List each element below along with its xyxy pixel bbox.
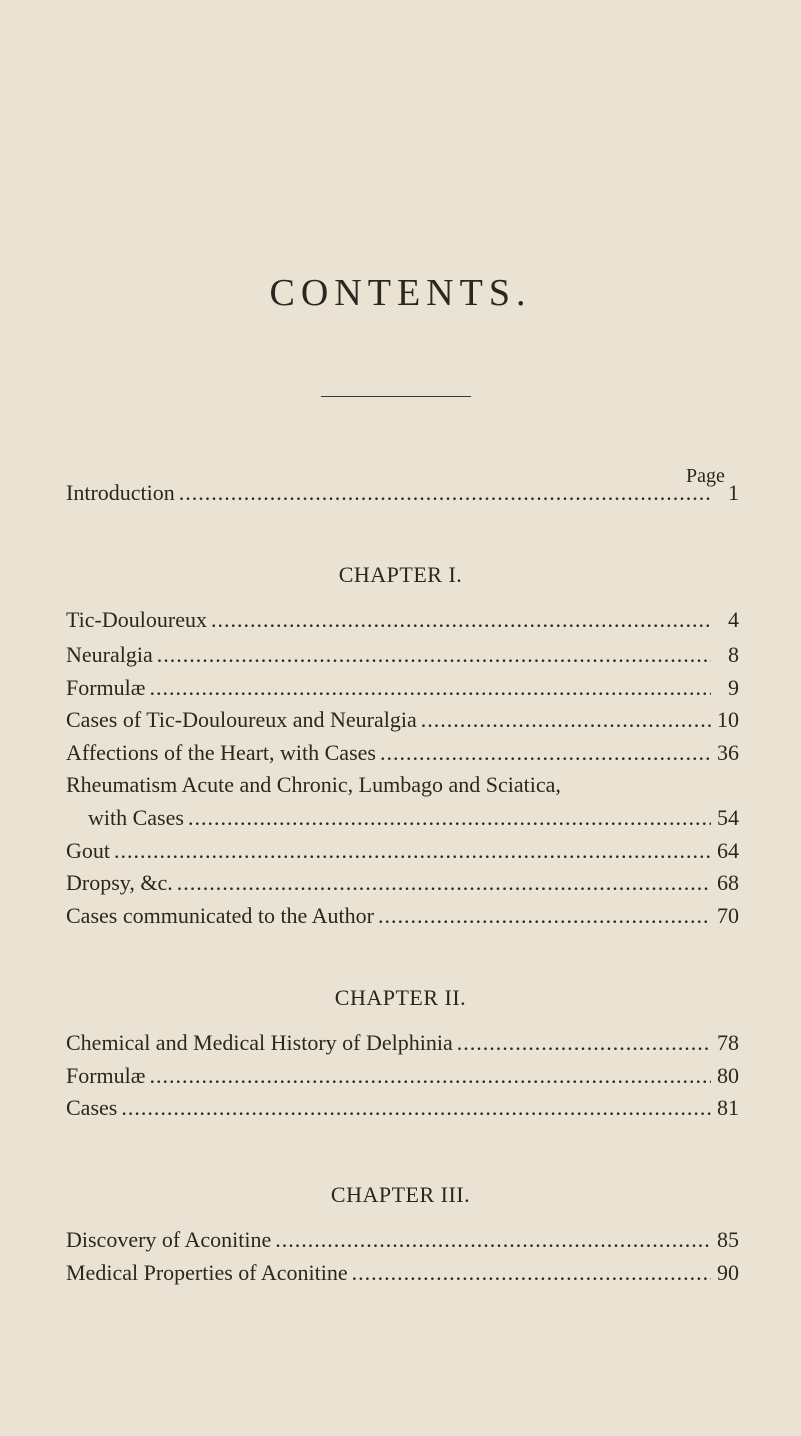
toc-entry-page: 9	[728, 675, 739, 700]
toc-entry	[88, 803, 739, 833]
toc-entry-page: 4	[728, 607, 739, 632]
dot-leader	[149, 1061, 711, 1091]
toc-entry-label: Tic-Douloureux	[66, 607, 207, 632]
toc-entry-label: Gout	[66, 838, 110, 863]
toc-entry-page: 8	[728, 642, 739, 667]
dot-leader	[380, 738, 711, 768]
chapter-heading: CHAPTER III.	[330, 1182, 471, 1207]
toc-entry-page: 36	[717, 740, 739, 765]
dot-leader	[378, 901, 711, 931]
dot-leader	[121, 1093, 711, 1123]
toc-entry	[66, 705, 739, 735]
toc-entry-page: 10	[717, 707, 739, 732]
toc-entry	[66, 1258, 739, 1288]
dot-leader	[179, 478, 711, 508]
dot-leader	[275, 1225, 711, 1255]
toc-entry-page: 85	[717, 1227, 739, 1252]
toc-entry-page: 64	[717, 838, 739, 863]
toc-entry	[66, 836, 739, 866]
toc-entry	[66, 868, 739, 898]
toc-entry-page: 1	[728, 480, 739, 505]
toc-entry-label-continuation: with Cases	[88, 805, 184, 830]
toc-entry	[66, 901, 739, 931]
toc-entry-label: Formulæ	[66, 1063, 146, 1088]
toc-entry	[66, 640, 739, 670]
dot-leader	[421, 705, 711, 735]
toc-entry-label: Neuralgia	[66, 642, 153, 667]
toc-entry-page: 81	[717, 1095, 739, 1120]
toc-entry	[66, 1061, 739, 1091]
toc-entry	[66, 1028, 739, 1058]
toc-entry-page: 78	[717, 1030, 739, 1055]
dot-leader	[114, 836, 711, 866]
toc-entry	[66, 1225, 739, 1255]
dot-leader	[157, 640, 711, 670]
toc-entry	[66, 1093, 739, 1123]
toc-entry-introduction	[66, 478, 739, 508]
toc-entry	[66, 738, 739, 768]
page-column-label: Page	[686, 465, 725, 487]
toc-entry-label: Cases communicated to the Author	[66, 903, 374, 928]
toc-entry-page: 54	[717, 805, 739, 830]
toc-entry-page: 68	[717, 870, 739, 895]
dot-leader	[211, 605, 711, 635]
toc-entry-label: Formulæ	[66, 675, 146, 700]
dot-leader	[188, 803, 711, 833]
page-title: CONTENTS.	[269, 272, 532, 314]
toc-entry-page: 90	[717, 1260, 739, 1285]
toc-entry-label: Discovery of Aconitine	[66, 1227, 272, 1252]
dot-leader	[177, 868, 711, 898]
toc-entry-label: Cases of Tic-Douloureux and Neuralgia	[66, 707, 417, 732]
dot-leader	[457, 1028, 711, 1058]
toc-entry	[66, 605, 739, 635]
toc-entry-label: Rheumatism Acute and Chronic, Lumbago and Sciatica,	[66, 772, 561, 797]
toc-entry-label: Affections of the Heart, with Cases	[66, 740, 376, 765]
toc-entry-label: Introduction	[66, 480, 175, 505]
toc-entry-page: 80	[717, 1063, 739, 1088]
title-divider	[321, 396, 471, 397]
toc-entry-page: 70	[717, 903, 739, 928]
toc-entry-label: Dropsy, &c.	[66, 870, 173, 895]
dot-leader	[352, 1258, 711, 1288]
toc-entry-label: Chemical and Medical History of Delphinia	[66, 1030, 453, 1055]
dot-leader	[149, 673, 711, 703]
toc-entry-label: Cases	[66, 1095, 118, 1120]
toc-entry-label: Medical Properties of Aconitine	[66, 1260, 348, 1285]
chapter-heading: CHAPTER II.	[334, 985, 467, 1010]
toc-entry	[66, 673, 739, 703]
chapter-heading: CHAPTER I.	[338, 562, 463, 587]
